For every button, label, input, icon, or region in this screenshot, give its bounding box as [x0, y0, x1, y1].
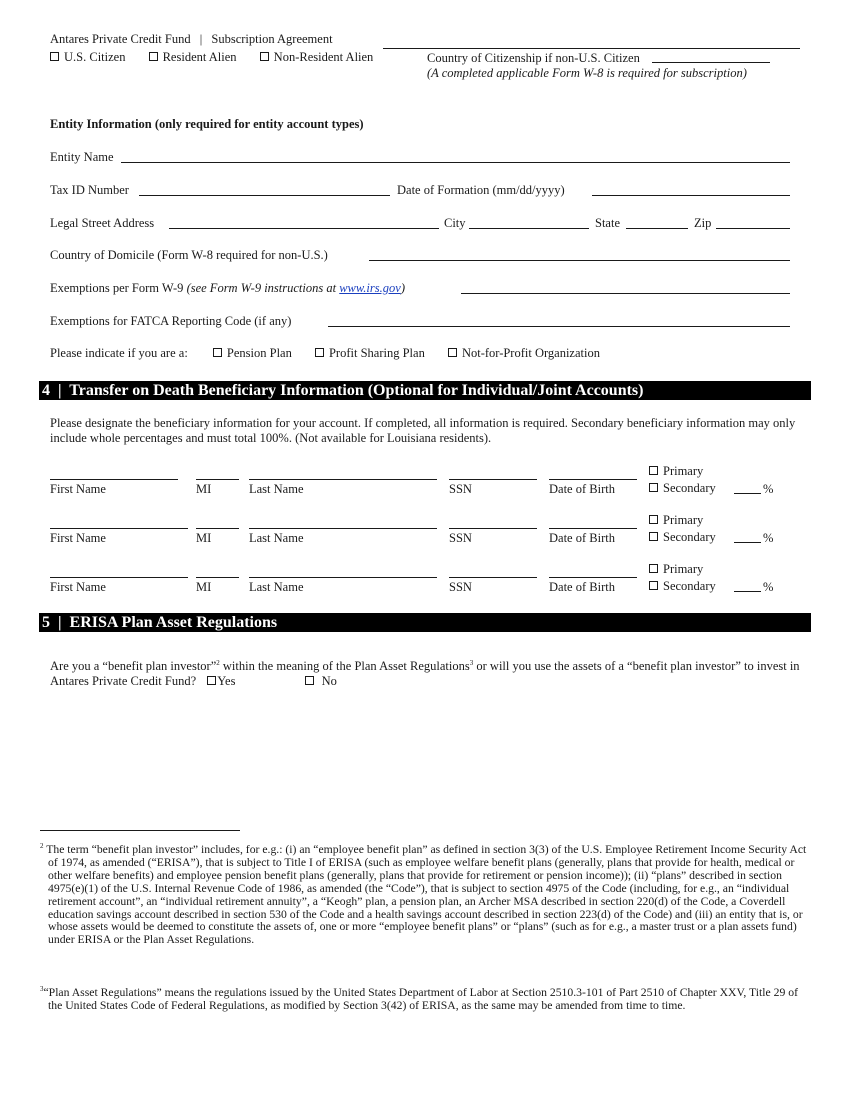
secondary-option[interactable]	[649, 481, 716, 496]
secondary-option[interactable]	[649, 530, 716, 545]
nonprofit-label: Not-for-Profit Organization	[461, 346, 600, 360]
non-resident-alien-checkbox[interactable]	[260, 52, 269, 61]
section4-instructions: Please designate the beneficiary information for your account. If completed, all information is required. Secondary beneficiary information may only include whole percentages and must total 100%. (Not available for Louisiana residents).	[50, 416, 796, 445]
first-name-label: First Name	[50, 482, 106, 496]
exemptions-w9-close: )	[400, 281, 405, 295]
entity-type-label: Please indicate if you are a:	[50, 346, 188, 360]
city-field[interactable]	[469, 228, 589, 229]
fatca-label: Exemptions for FATCA Reporting Code (if any)	[50, 314, 292, 328]
percent-field[interactable]	[734, 493, 761, 494]
country-citizenship-field[interactable]	[652, 62, 770, 63]
entity-name-label: Entity Name	[50, 150, 114, 164]
header-rule	[383, 48, 800, 49]
footnote-2	[40, 840, 810, 947]
exemptions-w9-label	[50, 281, 405, 296]
footnote-3-text: “Plan Asset Regulations” means the regulations issued by the United States Department of Labor at Section 2510.3-101 of Part 2510 of Chapter XXV, Title 29 of the United States Code of Federal Regulations, as modified by Section 3(42) of ERISA, as the same may be amended from time to time.	[43, 986, 798, 1012]
resident-alien-checkbox[interactable]	[149, 52, 158, 61]
ssn-field[interactable]	[449, 528, 537, 529]
ssn-label: SSN	[449, 580, 472, 594]
mi-field[interactable]	[196, 479, 239, 480]
citizenship-options	[50, 50, 373, 65]
state-field[interactable]	[626, 228, 688, 229]
secondary-label: Secondary	[663, 481, 716, 495]
primary-label: Primary	[663, 513, 704, 527]
profit-sharing-checkbox[interactable]	[315, 348, 324, 357]
mi-label: MI	[196, 580, 212, 594]
percent-field[interactable]	[734, 591, 761, 592]
footnote-rule	[40, 830, 240, 831]
dob-field[interactable]	[549, 577, 637, 578]
primary-option[interactable]	[649, 513, 703, 528]
primary-checkbox[interactable]	[649, 515, 658, 524]
footnote-ref-2: 2	[216, 659, 220, 667]
w8-note: (A completed applicable Form W-8 is required for subscription)	[427, 66, 747, 80]
tax-id-label: Tax ID Number	[50, 183, 129, 197]
exemptions-w9-text: Exemptions per Form W-9	[50, 281, 187, 295]
us-citizen-option[interactable]	[50, 50, 125, 64]
secondary-checkbox[interactable]	[649, 581, 658, 590]
erisa-question-text-3: or will you use the assets of a “benefit plan investor” to invest in Antares Private Credit Fund?	[50, 659, 800, 688]
ssn-label: SSN	[449, 531, 472, 545]
state-label: State	[595, 216, 620, 230]
section4-header	[39, 381, 811, 400]
footnote-3	[40, 983, 810, 1013]
mi-label: MI	[196, 482, 212, 496]
secondary-checkbox[interactable]	[649, 483, 658, 492]
zip-label: Zip	[694, 216, 712, 230]
erisa-no-checkbox[interactable]	[305, 676, 314, 685]
first-name-field[interactable]	[50, 479, 178, 480]
us-citizen-checkbox[interactable]	[50, 52, 59, 61]
last-name-label: Last Name	[249, 580, 304, 594]
erisa-yes-label: Yes	[217, 674, 236, 688]
non-resident-alien-label: Non-Resident Alien	[273, 50, 374, 64]
footnote-2-number: 2	[40, 842, 44, 850]
primary-checkbox[interactable]	[649, 564, 658, 573]
secondary-label: Secondary	[663, 530, 716, 544]
last-name-field[interactable]	[249, 577, 437, 578]
percent-field[interactable]	[734, 542, 761, 543]
percent-sign: %	[763, 482, 774, 496]
secondary-option[interactable]	[649, 579, 716, 594]
first-name-field[interactable]	[50, 577, 188, 578]
erisa-question-text-2: within the meaning of the Plan Asset Regulations	[219, 659, 470, 673]
last-name-field[interactable]	[249, 479, 437, 480]
zip-field[interactable]	[716, 228, 790, 229]
mi-field[interactable]	[196, 577, 239, 578]
resident-alien-option[interactable]	[149, 50, 237, 64]
first-name-field[interactable]	[50, 528, 188, 529]
dob-label: Date of Birth	[549, 531, 615, 545]
fatca-field[interactable]	[328, 326, 790, 327]
fund-name: Antares Private Credit Fund	[50, 32, 191, 46]
primary-option[interactable]	[649, 464, 703, 479]
resident-alien-label: Resident Alien	[162, 50, 237, 64]
footnote-2-text: The term “benefit plan investor” includes, for e.g.: (i) an “employee benefit plan” as defined in section 3(3) of the U.S. Employee Retirement Income Security Act of 1974, as amended (“ERISA”), that is subject to Title I of ERISA (such as employee welfare benefit plans (generally, plans that provide for health, medical or other welfare benefits) and employee pension benefit plans (generally, plans that provide for retirement or pension income)); (ii) “plans” described in section 4975(e)(1) of the U.S. Internal Revenue Code of 1986, as amended (the “Code”), that is subject to section 4975 of the Code (including, for e.g., an “individual retirement account”, an “individual retirement annuity”, a “Keogh” plan, a pension plan, an Archer MSA described in section 220(d) of the Code, a Coverdell education savings account described in section 530 of the Code and a health savings account described in section 223(d) of the Code) and (iii) an entity that is, or whose assets would be deemed to constitute the assets of, one or more “employee benefit plans” or “plans” (such as for e.g., a master trust or a plan assets fund) under ERISA or the Plan Asset Regulations.	[46, 843, 807, 947]
erisa-no-label: No	[321, 674, 337, 688]
profit-sharing-option[interactable]	[315, 346, 425, 360]
primary-label: Primary	[663, 562, 704, 576]
exemptions-w9-field[interactable]	[461, 293, 790, 294]
erisa-yes-checkbox[interactable]	[207, 676, 216, 685]
last-name-field[interactable]	[249, 528, 437, 529]
last-name-label: Last Name	[249, 482, 304, 496]
city-label: City	[444, 216, 466, 230]
section4-title: 4 | Transfer on Death Beneficiary Information (Optional for Individual/Joint Accounts)	[42, 382, 644, 399]
irs-link[interactable]: www.irs.gov	[339, 281, 401, 295]
entity-name-field[interactable]	[121, 162, 790, 163]
nonprofit-checkbox[interactable]	[448, 348, 457, 357]
exemptions-w9-instructions: (see Form W-9 instructions at	[186, 281, 340, 295]
ssn-field[interactable]	[449, 577, 537, 578]
dob-label: Date of Birth	[549, 580, 615, 594]
country-domicile-label: Country of Domicile (Form W-8 required for non-U.S.)	[50, 248, 328, 262]
header-separator: |	[199, 32, 203, 46]
pension-plan-label: Pension Plan	[226, 346, 292, 360]
section5-header	[39, 613, 811, 632]
last-name-label: Last Name	[249, 531, 304, 545]
dob-label: Date of Birth	[549, 482, 615, 496]
document-title: Subscription Agreement	[211, 32, 333, 46]
dob-field[interactable]	[549, 479, 637, 480]
country-domicile-field[interactable]	[369, 260, 790, 261]
footnote-ref-3: 3	[469, 659, 474, 667]
percent-sign: %	[763, 580, 774, 594]
erisa-question-text-1: Are you a “benefit plan investor”	[50, 659, 217, 673]
section5-title: 5 | ERISA Plan Asset Regulations	[42, 614, 278, 631]
non-resident-alien-option[interactable]	[260, 50, 374, 64]
profit-sharing-label: Profit Sharing Plan	[328, 346, 425, 360]
ssn-field[interactable]	[449, 479, 537, 480]
ssn-label: SSN	[449, 482, 472, 496]
primary-option[interactable]	[649, 562, 703, 577]
erisa-question	[50, 656, 810, 689]
erisa-no-option[interactable]	[305, 674, 337, 688]
primary-label: Primary	[663, 464, 704, 478]
tax-id-field[interactable]	[139, 195, 390, 196]
secondary-checkbox[interactable]	[649, 532, 658, 541]
entity-type-row	[50, 346, 600, 361]
country-citizenship-label: Country of Citizenship if non-U.S. Citizen	[427, 51, 640, 65]
mi-field[interactable]	[196, 528, 239, 529]
erisa-yes-option[interactable]	[207, 674, 235, 688]
date-of-formation-label: Date of Formation (mm/dd/yyyy)	[397, 183, 565, 197]
first-name-label: First Name	[50, 531, 106, 545]
pension-plan-checkbox[interactable]	[213, 348, 222, 357]
legal-address-field[interactable]	[169, 228, 439, 229]
legal-address-label: Legal Street Address	[50, 216, 155, 230]
nonprofit-option[interactable]	[448, 346, 600, 360]
entity-heading: Entity Information (only required for entity account types)	[50, 117, 364, 131]
page-header	[50, 32, 333, 47]
date-of-formation-field[interactable]	[592, 195, 790, 196]
pension-plan-option[interactable]	[213, 346, 292, 360]
percent-sign: %	[763, 531, 774, 545]
mi-label: MI	[196, 531, 212, 545]
first-name-label: First Name	[50, 580, 106, 594]
dob-field[interactable]	[549, 528, 637, 529]
footnote-3-number: 3	[40, 985, 44, 993]
secondary-label: Secondary	[663, 579, 716, 593]
primary-checkbox[interactable]	[649, 466, 658, 475]
us-citizen-label: U.S. Citizen	[64, 50, 126, 64]
